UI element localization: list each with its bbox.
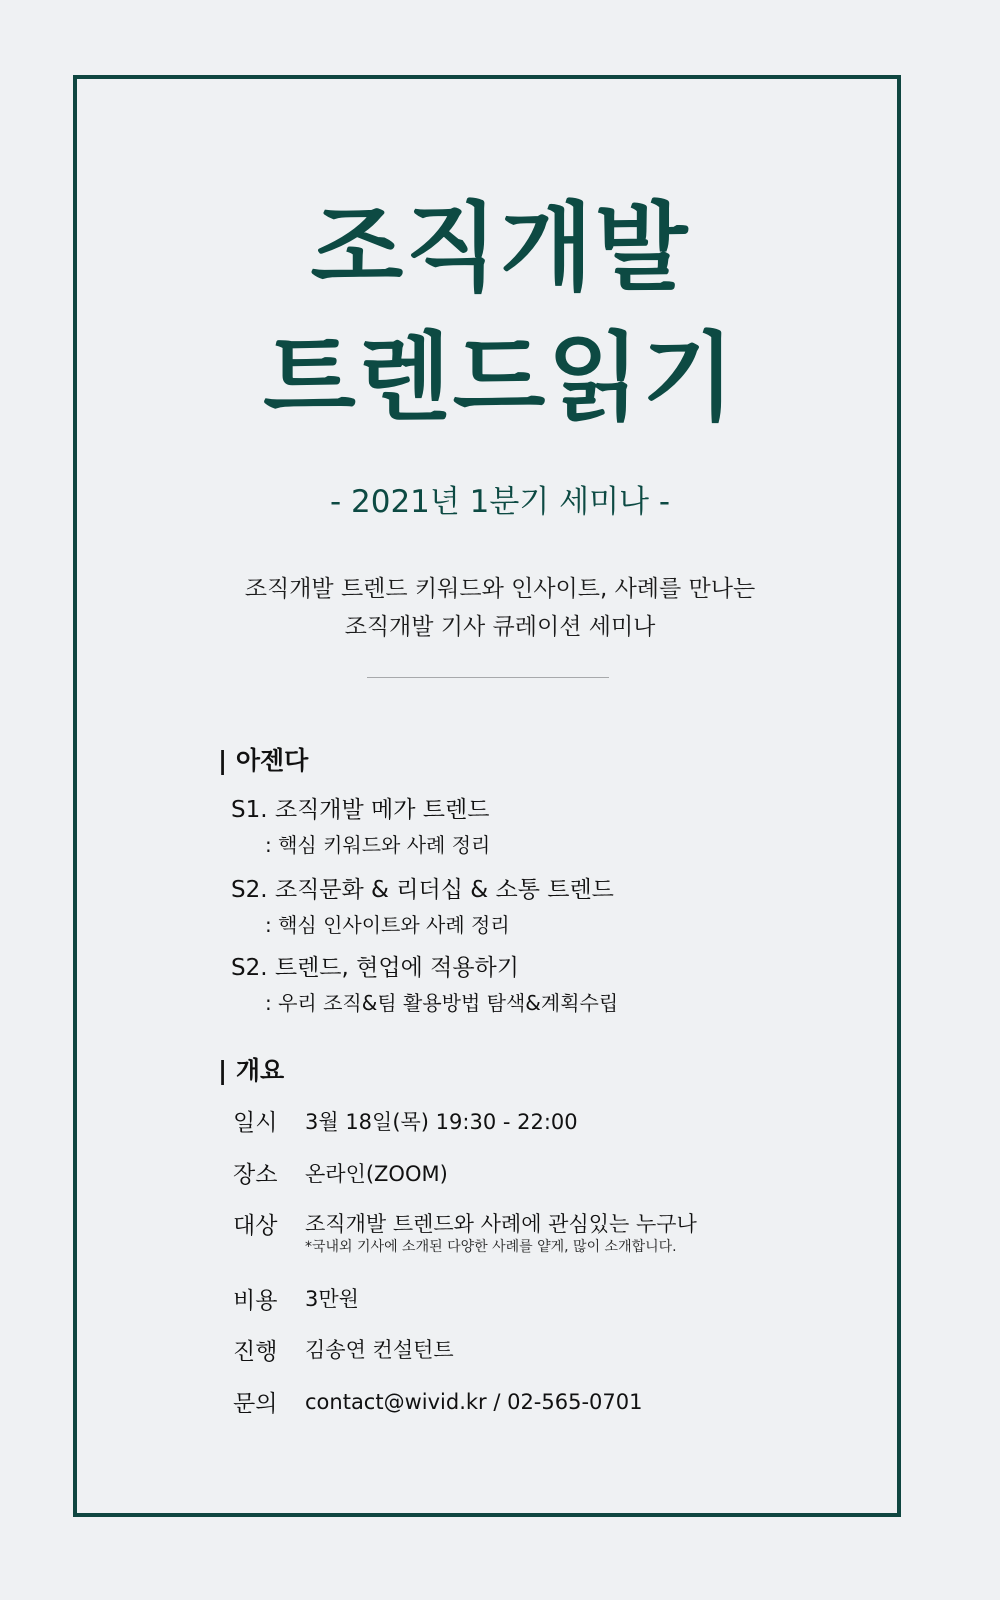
title-line-2: 트렌드읽기: [263, 322, 737, 434]
overview-label-cost: 비용: [233, 1288, 278, 1314]
agenda-item-3-sub: : 우리 조직&팀 활용방법 탐색&계획수립: [265, 991, 619, 1015]
agenda-heading: | 아젠다: [218, 746, 309, 775]
overview-heading: | 개요: [218, 1056, 285, 1085]
intro-line-2: 조직개발 기사 큐레이션 세미나: [344, 614, 656, 640]
agenda-item-2-sub: : 핵심 인사이트와 사례 정리: [265, 913, 510, 937]
divider: [367, 677, 609, 678]
overview-label-date: 일시: [233, 1110, 278, 1136]
overview-label-host: 진행: [233, 1339, 278, 1365]
overview-value-date: 3월 18일(목) 19:30 - 22:00: [305, 1110, 578, 1134]
agenda-item-3-title: S2. 트렌드, 현업에 적용하기: [231, 955, 519, 981]
agenda-item-2-title: S2. 조직문화 & 리더십 & 소통 트렌드: [231, 877, 614, 903]
overview-label-contact: 문의: [233, 1391, 278, 1417]
overview-value-contact: contact@wivid.kr / 02-565-0701: [305, 1390, 643, 1414]
overview-value-host: 김송연 컨설턴트: [305, 1338, 454, 1362]
overview-value-cost: 3만원: [305, 1287, 359, 1311]
agenda-item-1-sub: : 핵심 키워드와 사례 정리: [265, 833, 491, 857]
overview-label-target: 대상: [233, 1213, 278, 1239]
overview-label-place: 장소: [233, 1162, 278, 1188]
subtitle: - 2021년 1분기 세미나 -: [329, 484, 671, 520]
overview-target-note: *국내외 기사에 소개된 다양한 사례를 얕게, 많이 소개합니다.: [305, 1239, 677, 1255]
title-line-1: 조직개발: [310, 192, 690, 304]
overview-value-target: 조직개발 트렌드와 사례에 관심있는 누구나: [305, 1212, 697, 1236]
intro-line-1: 조직개발 트렌드 키워드와 인사이트, 사례를 만나는: [244, 576, 756, 602]
agenda-item-1-title: S1. 조직개발 메가 트렌드: [231, 797, 490, 823]
overview-value-place: 온라인(ZOOM): [305, 1162, 448, 1186]
